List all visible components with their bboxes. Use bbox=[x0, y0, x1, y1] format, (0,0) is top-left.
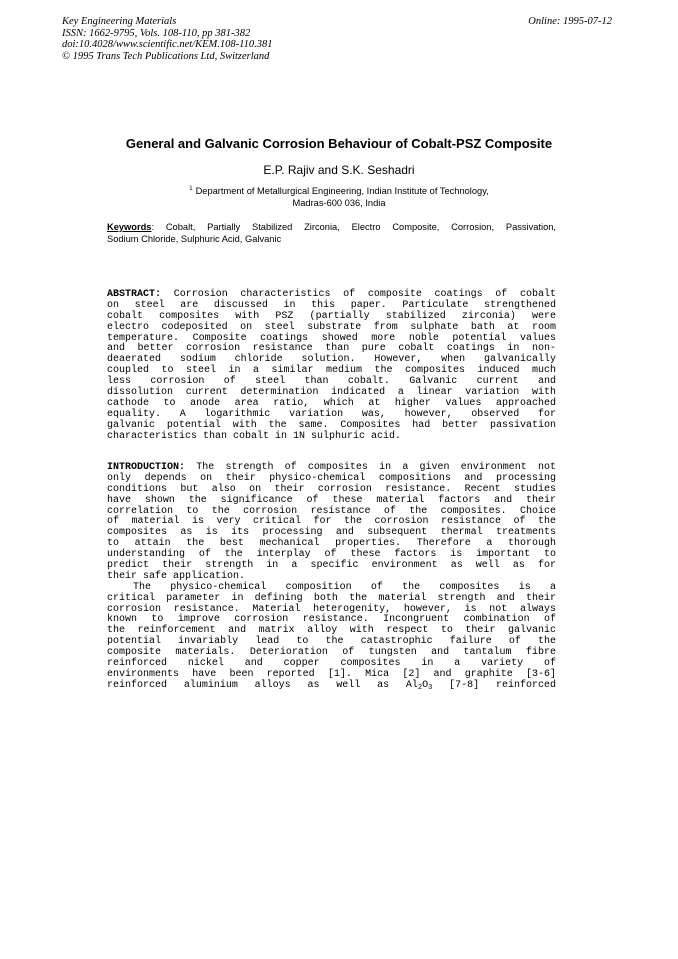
abstract-line: temperature. Composite coatings showed more noble potential values bbox=[107, 332, 556, 344]
introduction-label: INTRODUCTION: bbox=[107, 462, 186, 473]
abstract-label: ABSTRACT: bbox=[107, 289, 162, 300]
abstract bbox=[107, 290, 556, 442]
formula-al: Al bbox=[405, 679, 418, 691]
intro-line: have shown the significance of these material factors and their bbox=[107, 494, 556, 506]
issn-line: ISSN: 1662-9795, Vols. 108-110, pp 381-382 bbox=[62, 27, 251, 39]
intro-line: composites as is its processing and subsequent thermal treatments bbox=[107, 527, 556, 539]
affiliation bbox=[0, 183, 678, 209]
journal-header bbox=[62, 16, 272, 62]
abstract-line: equality. A logarithmic variation was, however, observed for bbox=[107, 408, 556, 420]
intro-line: environments have been reported [1]. Mica [2] and graphite [3-6] bbox=[107, 668, 556, 680]
intro-line-text: reinforced aluminium alloys as well as bbox=[107, 679, 390, 691]
intro-line-tail: [7-8] reinforced bbox=[449, 679, 556, 691]
formula-sub-2: 2 bbox=[417, 683, 423, 692]
abstract-line: coupled to steel in a similar medium the composites induced much bbox=[107, 365, 556, 377]
abstract-line: less corrosion of steel than cobalt. Galvanic current and bbox=[107, 376, 556, 388]
abstract-line: on steel are discussed in this paper. Particulate strengthened bbox=[107, 299, 556, 311]
paper-authors: E.P. Rajiv and S.K. Seshadri bbox=[263, 163, 415, 177]
online-date: Online: 1995-07-12 bbox=[528, 16, 612, 27]
affiliation-line2: Madras-600 036, India bbox=[292, 198, 386, 208]
intro-line: critical parameter in defining both the material strength and their bbox=[107, 592, 556, 604]
intro-line: understanding of the interplay of these factors is important to bbox=[107, 549, 556, 561]
intro-line: potential invariably lead to the catastrophic failure of the bbox=[107, 636, 556, 648]
intro-line: of material is very critical for the corrosion resistance of the bbox=[107, 516, 556, 528]
intro-line-last bbox=[107, 681, 556, 692]
abstract-line: cobalt composites with PSZ (partially stabilized zirconia) were bbox=[107, 310, 556, 322]
al2o3-formula bbox=[406, 680, 432, 691]
abstract-line: dissolution current determination indicated a linear variation with bbox=[107, 387, 556, 399]
intro-line: the reinforcement and matrix alloy with respect to their galvanic bbox=[107, 625, 556, 637]
abstract-line: and better corrosion resistance than pure cobalt coatings in non- bbox=[107, 343, 556, 355]
formula-o: O bbox=[422, 679, 429, 691]
journal-name: Key Engineering Materials bbox=[62, 16, 177, 27]
doi-line: doi:10.4028/www.scientific.net/KEM.108-110.381 bbox=[62, 39, 273, 50]
intro-line: their safe application. bbox=[107, 570, 246, 582]
intro-line: The strength of composites in a given environment not bbox=[196, 462, 556, 473]
intro-line: predict their strength in a specific environment as well as for bbox=[107, 560, 556, 572]
keywords-line1: Cobalt, Partially Stabilized Zirconia, Electro Composite, Corrosion, Passivation, bbox=[165, 222, 556, 232]
abstract-line: cathode to anode area ratio, which at higher values approached bbox=[107, 397, 556, 409]
intro-line: corrosion resistance. Material heterogenity, however, is not always bbox=[107, 603, 556, 615]
keywords-line2: Sodium Chloride, Sulphuric Acid, Galvanic bbox=[107, 234, 282, 244]
affiliation-line1: Department of Metallurgical Engineering, Indian Institute of Technology, bbox=[195, 186, 489, 196]
paper-title: General and Galvanic Corrosion Behaviour of Cobalt-PSZ Composite bbox=[125, 136, 553, 151]
intro-line: conditions but also on their corrosion resistance. Recent studies bbox=[107, 483, 556, 495]
abstract-line: electro codeposited on steel substrate from sulphate bath at room bbox=[107, 321, 556, 333]
keywords: Keywords: Cobalt, Partially Stabilized Zirconia, Electro Composite, Corrosion, Passivation, Sodium Chloride, Sulphuric Acid, Galvanic bbox=[107, 222, 556, 244]
intro-line: correlation to the corrosion resistance of the composites. Choice bbox=[107, 505, 556, 517]
abstract-line: deaerated sodium chloride solution. However, when galvanically bbox=[107, 354, 556, 366]
intro-line: reinforced nickel and copper composites in a variety of bbox=[107, 658, 556, 670]
abstract-line: characteristics than cobalt in 1N sulphuric acid. bbox=[107, 430, 402, 442]
intro-line: known to improve corrosion resistance. Incongruent combination of bbox=[107, 614, 556, 626]
abstract-line: galvanic potential with the same. Composites had better passivation bbox=[107, 419, 556, 431]
intro-line: to attain the best mechanical properties. Therefore a thorough bbox=[107, 538, 556, 550]
abstract-line: Corrosion characteristics of composite coatings of cobalt bbox=[173, 289, 556, 300]
formula-sub-3: 3 bbox=[428, 683, 433, 692]
introduction bbox=[107, 463, 556, 692]
intro-line: only depends on their physico-chemical compositions and processing bbox=[107, 472, 556, 484]
intro-line: composite materials. Deterioration of tungsten and tantalum fibre bbox=[107, 647, 556, 659]
keywords-label: Keywords bbox=[107, 222, 152, 232]
affiliation-marker: 1 bbox=[189, 186, 193, 192]
intro-line: The physico-chemical composition of the composites is a bbox=[133, 581, 556, 593]
copyright-line: © 1995 Trans Tech Publications Ltd, Switzerland bbox=[62, 50, 270, 62]
